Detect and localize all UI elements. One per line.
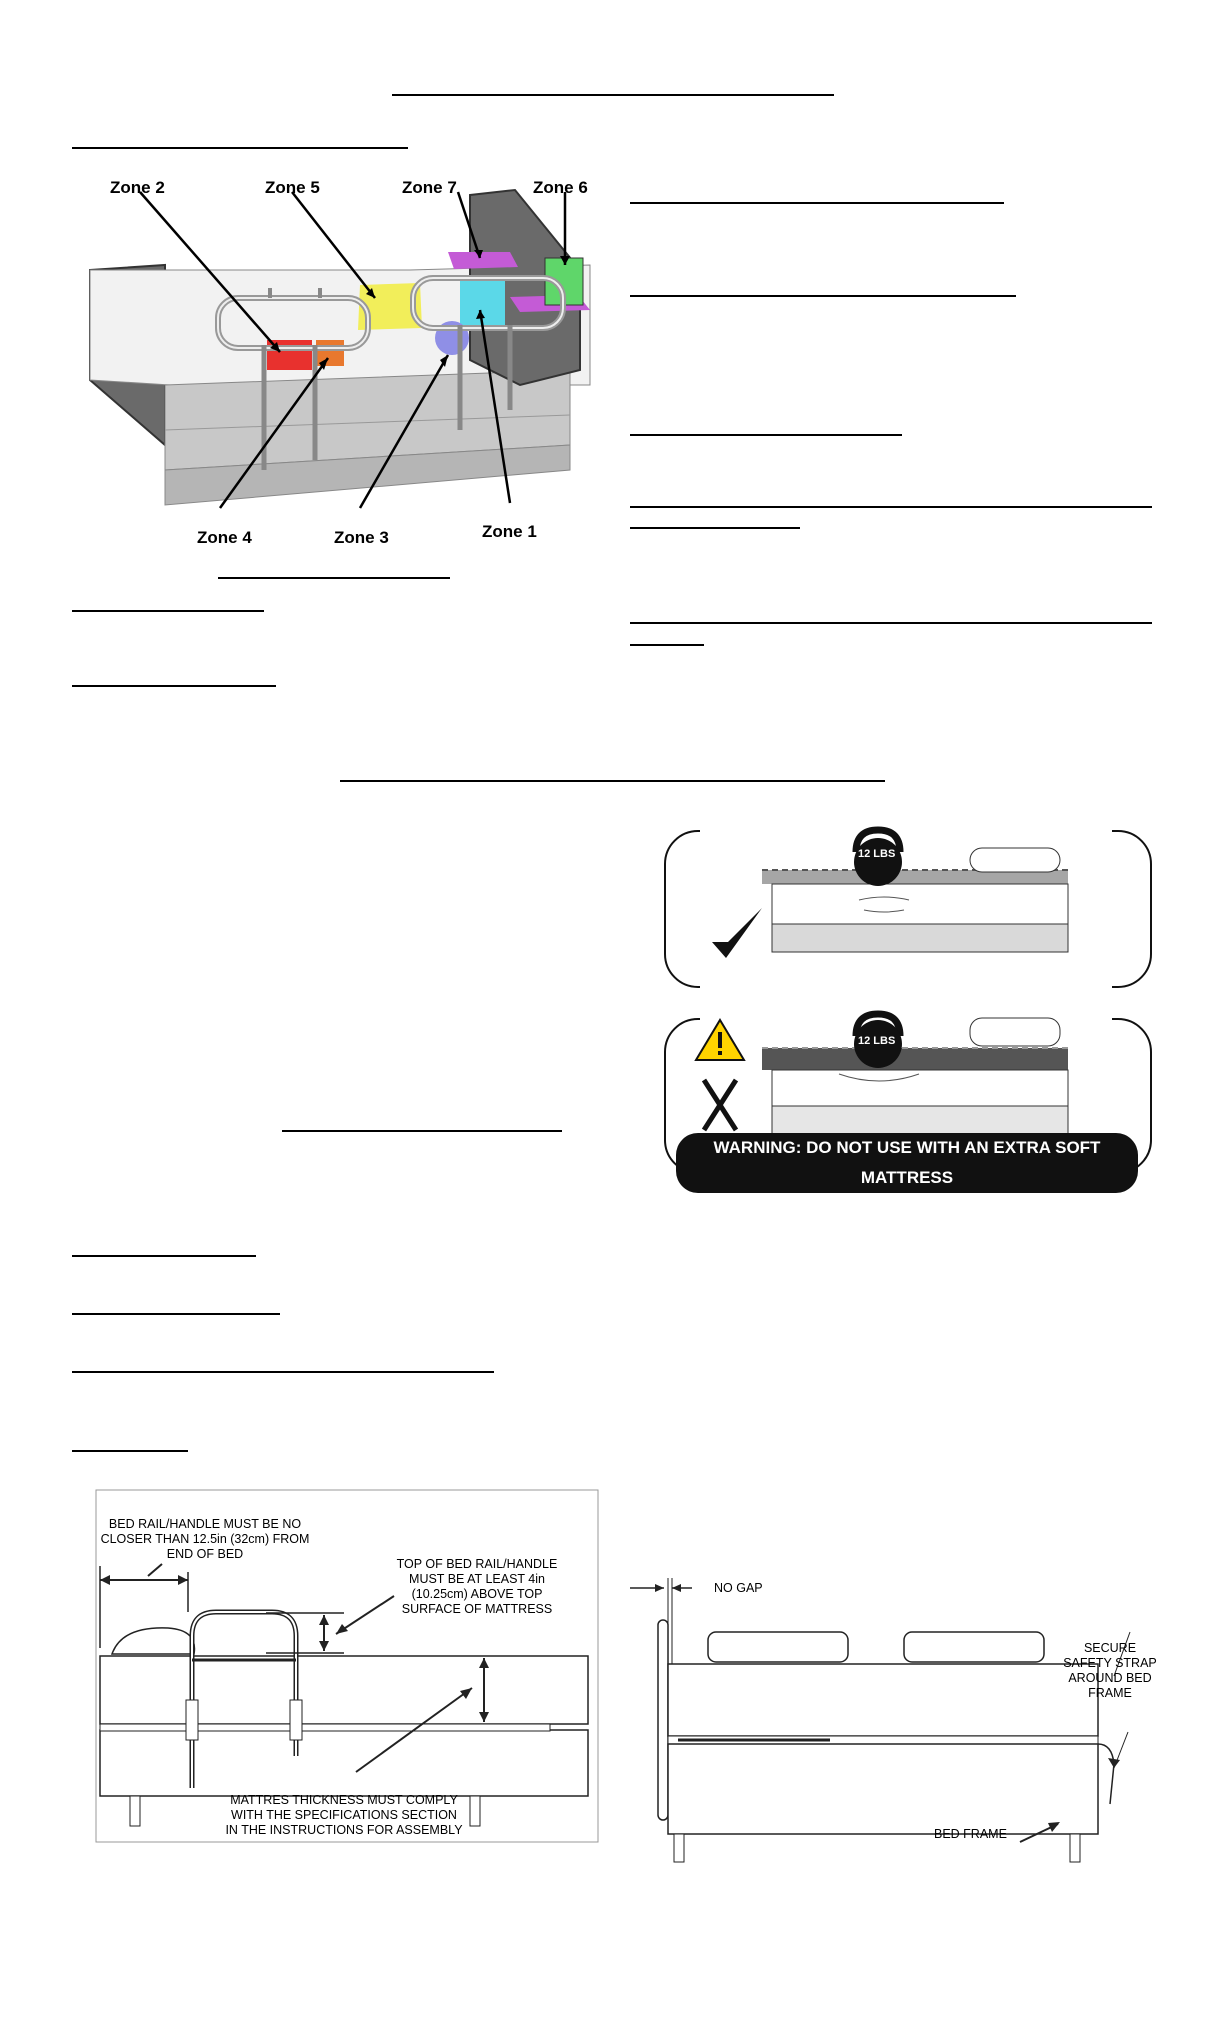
- zone-7-label: Zone 7: [402, 178, 457, 197]
- right-text-rule-1: [630, 202, 1004, 204]
- soft-mattress-warning: WARNING: DO NOT USE WITH AN EXTRA SOFT MATTRESS: [676, 1133, 1138, 1193]
- zone-text-rule-1: [72, 610, 264, 612]
- callout-top-of-rail: TOP OF BED RAIL/HANDLE MUST BE AT LEAST 4in (10.25cm) ABOVE TOP SURFACE OF MATTRESS: [396, 1557, 558, 1616]
- callout-mattress-thickness: MATTRES THICKNESS MUST COMPLY WITH THE SPECIFICATIONS SECTION IN THE INSTRUCTIONS FOR ASSEMBLY: [225, 1793, 463, 1837]
- mid-text-rule: [282, 1130, 562, 1132]
- bed-zone-diagram: [70, 170, 590, 560]
- right-text-rule-3: [630, 434, 902, 436]
- callout-end-of-bed: BED RAIL/HANDLE MUST BE NO CLOSER THAN 12.5in (32cm) FROM END OF BED: [100, 1517, 310, 1561]
- right-text-rule-2: [630, 295, 1016, 297]
- lower-text-rule-1: [72, 1255, 256, 1257]
- zone-7-area: [448, 252, 518, 269]
- section-2-heading-rule: [340, 780, 885, 782]
- weight-label-firm: 12 LBS: [858, 848, 896, 860]
- figure-caption-rule: [218, 577, 450, 579]
- firm-mattress-illustration: [664, 830, 1154, 990]
- zone-4-label: Zone 4: [197, 528, 252, 547]
- bed-rail-gap-diagram: [630, 1572, 1130, 1862]
- zone-1-label: Zone 1: [482, 522, 537, 541]
- zone-3-label: Zone 3: [334, 528, 389, 547]
- x-mark-icon: [704, 1080, 736, 1130]
- zone-2-label: Zone 2: [110, 178, 165, 197]
- section-heading-rule: [72, 147, 408, 149]
- zone-6-label: Zone 6: [533, 178, 588, 197]
- lower-text-rule-2: [72, 1313, 280, 1315]
- lower-text-rule-3: [72, 1371, 494, 1373]
- right-text-rule-5a: [630, 622, 1152, 624]
- right-text-rule-4a: [630, 506, 1152, 508]
- label-bed-frame: BED FRAME: [934, 1827, 1007, 1841]
- warning-icon: [696, 1020, 744, 1060]
- label-safety-strap: SECURE SAFETY STRAP AROUND BED FRAME: [1063, 1641, 1157, 1700]
- page-heading-rule: [392, 94, 834, 96]
- right-text-rule-5b: [630, 644, 704, 646]
- weight-label-soft: 12 LBS: [858, 1035, 896, 1047]
- zone-text-rule-2: [72, 685, 276, 687]
- label-no-gap: NO GAP: [714, 1581, 763, 1595]
- zone-5-label: Zone 5: [265, 178, 320, 197]
- check-icon: [712, 908, 762, 958]
- zone-4-area: [316, 340, 344, 366]
- lower-text-rule-4: [72, 1450, 188, 1452]
- right-text-rule-4b: [630, 527, 800, 529]
